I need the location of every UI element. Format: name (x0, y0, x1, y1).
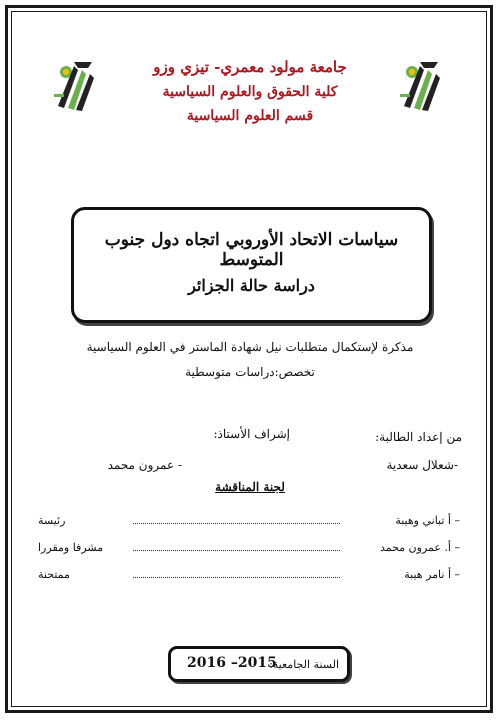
jury-member-name: – أ. عمرون محمد (379, 541, 460, 554)
title-box (71, 207, 432, 323)
dotted-leader (133, 577, 340, 578)
university-name: جامعة مولود معمري- تيزي وزو (153, 58, 347, 76)
jury-member-role: مشرفا ومقررا (38, 541, 104, 554)
jury-member-role: رئيسة (38, 514, 66, 527)
jury-member-role: ممتحنة (38, 568, 70, 581)
supervisor-name: - عمرون محمد (107, 458, 182, 472)
jury-member-name: – أ نامر هيبة (404, 568, 460, 581)
dotted-leader (133, 523, 340, 524)
student-label: من إعداد الطالبة: (375, 430, 462, 444)
jury-row (38, 568, 460, 588)
supervisor-label: إشراف الأستاذ: (213, 427, 290, 441)
dotted-leader (133, 550, 340, 551)
student-name: -شعلال سعدية (386, 458, 458, 472)
academic-year-value: 2015– 2016 (187, 655, 277, 671)
department-name: قسم العلوم السياسية (186, 108, 314, 124)
jury-row (38, 514, 460, 534)
academic-year-box (168, 646, 350, 682)
jury-row (38, 541, 460, 561)
jury-title: لجنة المناقشة (215, 480, 285, 494)
thesis-title: سياسات الاتحاد الأوروبي اتجاه دول جنوب المتوسط (104, 230, 399, 270)
thesis-subtitle: دراسة حالة الجزائر (188, 276, 315, 295)
thesis-description: مذكرة لإستكمال متطلبات نيل شهادة الماستر في العلوم السياسية (86, 340, 414, 354)
jury-member-name: – أ تباني وهيبة (395, 514, 460, 527)
specialization: تخصص:دراسات متوسطية (185, 365, 315, 379)
academic-year-label: السنة الجامعية: (269, 658, 339, 671)
faculty-name: كلية الحقوق والعلوم السياسية (162, 84, 338, 100)
